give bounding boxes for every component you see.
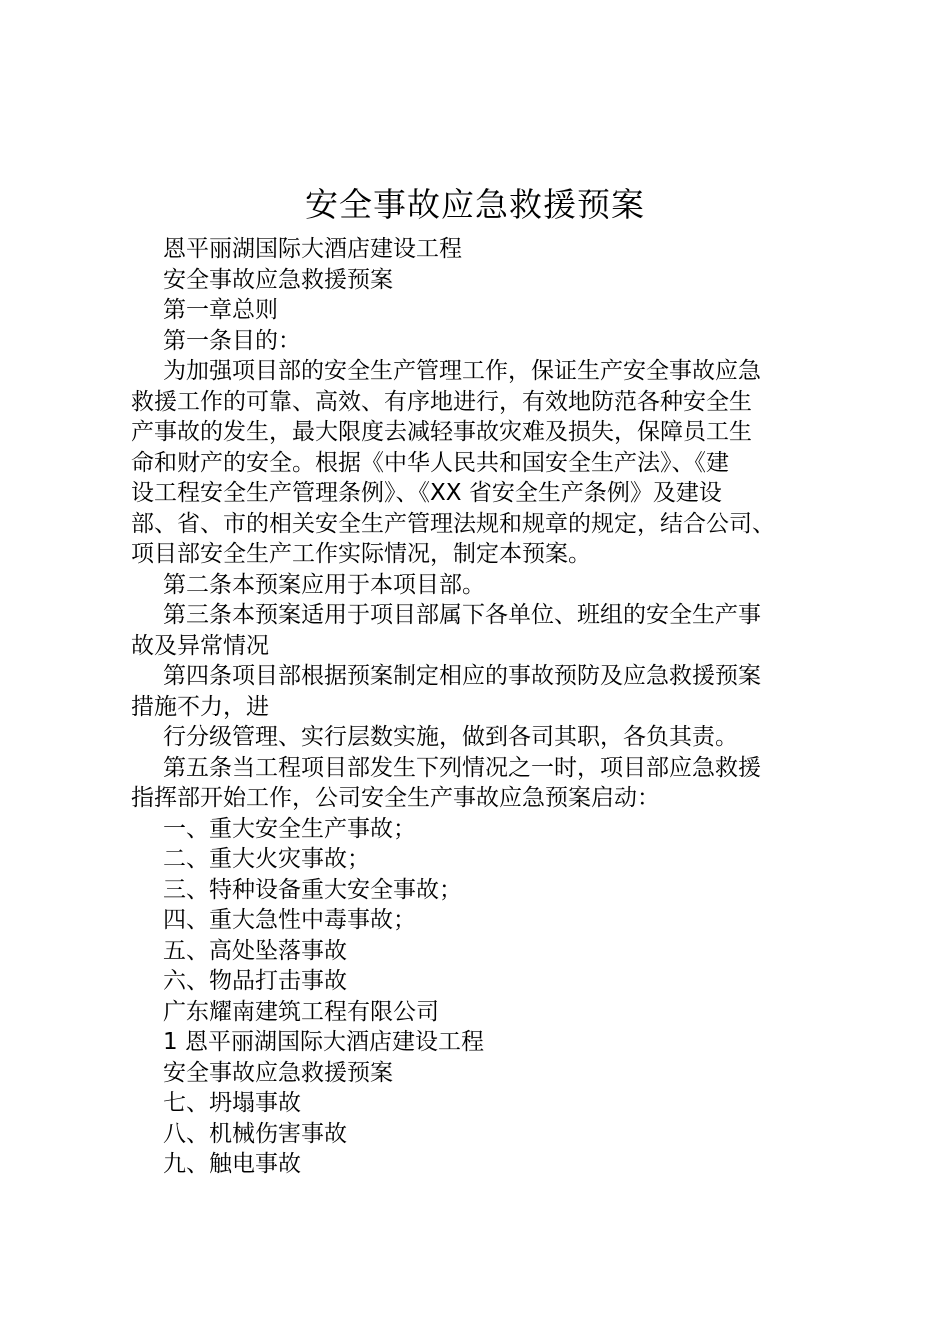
text-line: 八、机械伤害事故 xyxy=(163,1120,347,1147)
text-line: 行分级管理、实行层数实施，做到各司其职，各负其责。 xyxy=(163,724,738,750)
text-line: 第一条目的： xyxy=(163,327,301,354)
text-line: 六、物品打击事故 xyxy=(163,968,347,994)
text-line: 一、重大安全生产事故； xyxy=(163,815,416,842)
text-line: 安全事故应急救援预案 xyxy=(163,266,393,293)
text-line: 第三条本预案适用于项目部属下各单位、班组的安全生产事 xyxy=(163,602,761,628)
text-line: 第五条当工程项目部发生下列情况之一时，项目部应急救援 xyxy=(163,754,761,781)
text-line: 第二条本预案应用于本项目部。 xyxy=(163,571,485,598)
text-line: 安全事故应急救援预案 xyxy=(163,1059,393,1086)
text-line: 指挥部开始工作，公司安全生产事故应急预案启动： xyxy=(131,785,660,811)
text-line: 七、坍塌事故 xyxy=(163,1090,301,1116)
text-line: 救援工作的可靠、高效、有序地进行，有效地防范各种安全生 xyxy=(131,388,752,415)
text-line: 故及异常情况 xyxy=(131,632,269,659)
text-line: 设工程安全生产管理条例》、《XX 省安全生产条例》及建设 xyxy=(131,480,722,506)
text-line: 五、高处坠落事故 xyxy=(163,937,347,964)
text-line: 四、重大急性中毒事故； xyxy=(163,907,416,933)
text-line: 恩平丽湖国际大酒店建设工程 xyxy=(163,236,462,262)
text-line: 九、触电事故 xyxy=(163,1151,301,1177)
text-line: 为加强项目部的安全生产管理工作，保证生产安全事故应急 xyxy=(163,358,761,384)
text-line: 部、省、市的相关安全生产管理法规和规章的规定，结合公司、 xyxy=(131,510,775,537)
text-line: 第四条项目部根据预案制定相应的事故预防及应急救援预案 xyxy=(163,663,761,689)
document-title: 安全事故应急救援预案 xyxy=(305,185,645,224)
text-line: 措施不力，进 xyxy=(131,693,269,720)
text-line: 产事故的发生，最大限度去减轻事故灾难及损失，保障员工生 xyxy=(131,419,752,445)
text-line: 广东耀南建筑工程有限公司 xyxy=(163,998,439,1025)
text-line: 项目部安全生产工作实际情况，制定本预案。 xyxy=(131,541,591,567)
text-line: 命和财产的安全。根据《中华人民共和国安全生产法》、《建 xyxy=(131,449,729,476)
text-line: 二、重大火灾事故； xyxy=(163,846,370,872)
document-body xyxy=(131,234,831,1180)
text-line: 第一章总则 xyxy=(163,297,278,323)
text-line: 1 恩平丽湖国际大酒店建设工程 xyxy=(163,1029,484,1055)
text-line: 三、特种设备重大安全事故； xyxy=(163,876,462,903)
